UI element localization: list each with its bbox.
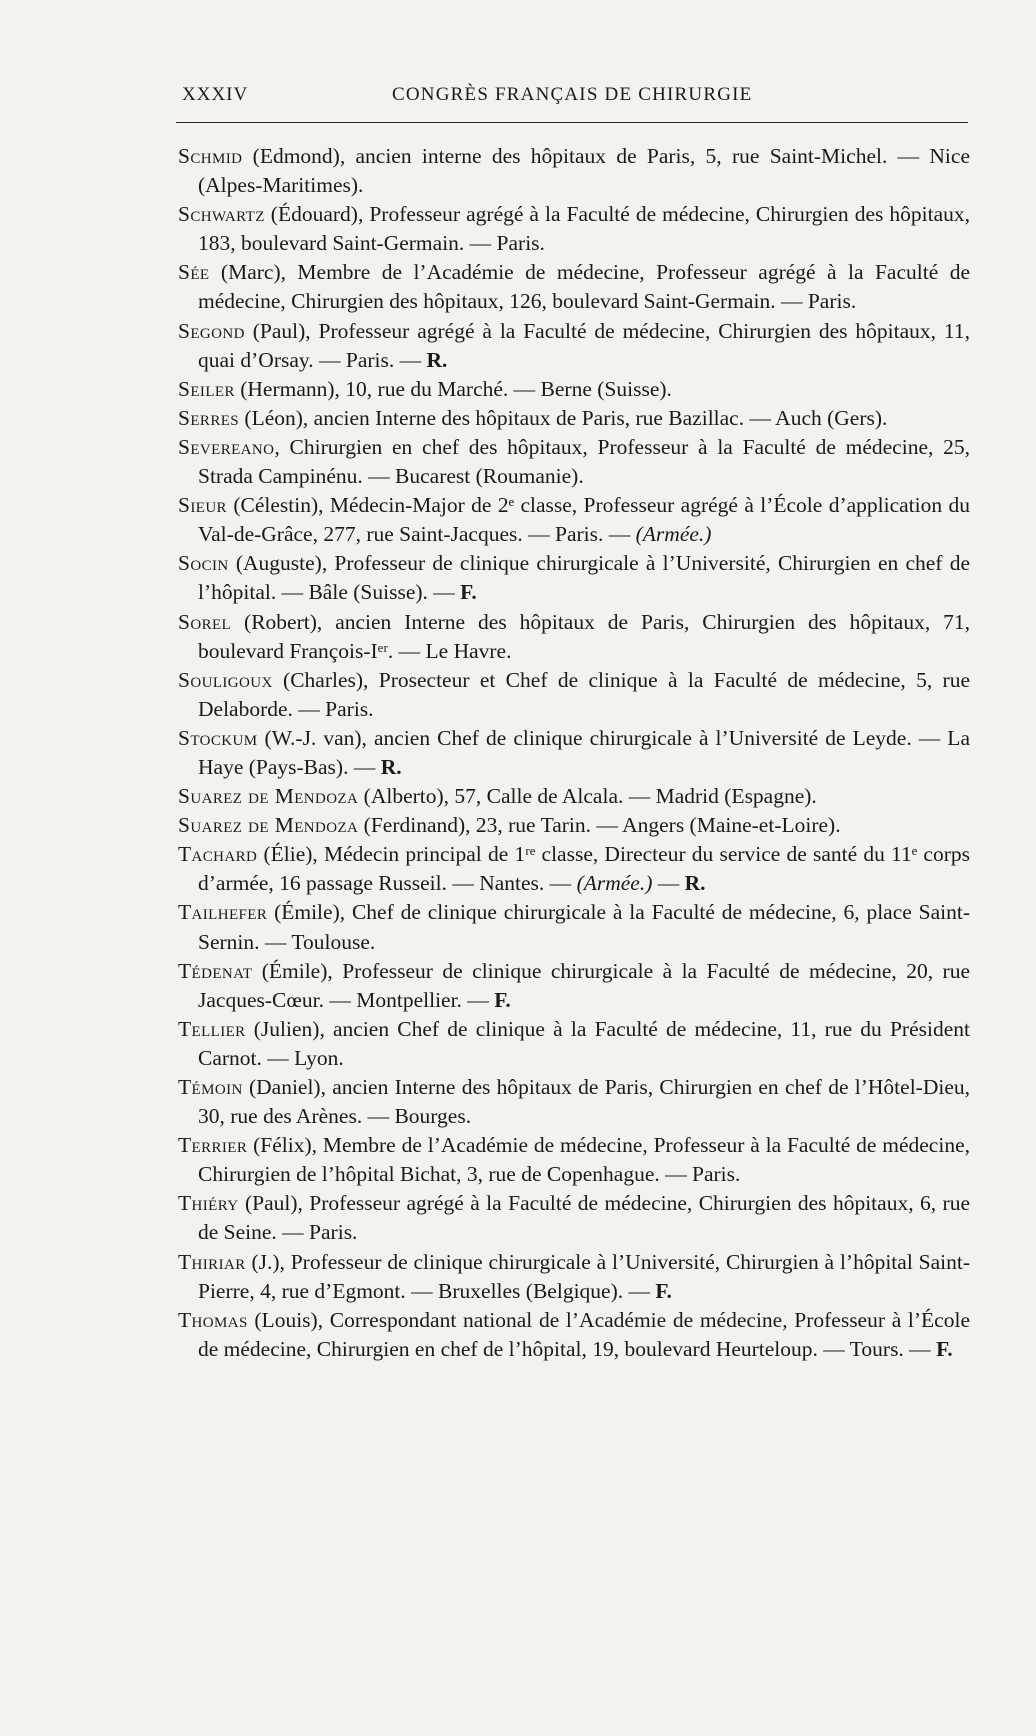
- member-details: (W.-J. van), ancien Chef de clinique chirurgicale à l’Université de Leyde. — La Haye (Pays-Bas). —: [198, 725, 970, 779]
- member-details: (Daniel), ancien Interne des hôpitaux de Paris, Chirurgien en chef de l’Hôtel-Dieu, 30, rue des Arènes. — Bourges.: [198, 1075, 970, 1129]
- member-entry: [178, 200, 970, 258]
- member-details: (Auguste), Professeur de clinique chirurgicale à l’Université, Chirurgien en chef de l’hôpital. — Bâle (Suisse). —: [198, 551, 970, 605]
- member-entry: [178, 1306, 970, 1364]
- member-entry: [178, 375, 970, 404]
- member-surname: Sée: [178, 260, 210, 285]
- member-details: (Émile), Chef de clinique chirurgicale à la Faculté de médecine, 6, place Saint-Sernin. — Toulouse.: [198, 900, 970, 954]
- member-entry: [178, 666, 970, 724]
- member-surname: Thiéry: [178, 1191, 239, 1216]
- member-note: (Armée.): [635, 522, 712, 547]
- member-surname: Témoin: [178, 1075, 243, 1099]
- member-entry: [178, 811, 970, 840]
- member-surname: Thomas: [178, 1307, 248, 1332]
- member-surname: Schwartz: [178, 202, 265, 227]
- member-entry: [178, 549, 970, 607]
- member-details: (Robert), ancien Interne des hôpitaux de Paris, Chirurgien des hôpitaux, 71, boulevard François-Iᵉʳ. — Le Havre.: [198, 609, 970, 663]
- member-surname: Tédenat: [178, 958, 253, 983]
- member-note: (Armée.): [576, 871, 653, 896]
- member-mark: F.: [460, 580, 477, 605]
- member-details: (Ferdinand), 23, rue Tarin. — Angers (Maine-et-Loire).: [358, 813, 841, 838]
- member-list: [178, 142, 970, 1364]
- member-surname: Sorel: [178, 609, 232, 634]
- member-entry: [178, 142, 970, 200]
- member-entry: [178, 491, 970, 549]
- member-surname: Terrier: [178, 1133, 248, 1158]
- member-details: (Louis), Correspondant national de l’Académie de médecine, Professeur à l’École de médecine, Chirurgien en chef de l’hôpital, 19, boulevard Heurteloup. — Tours. —: [198, 1307, 970, 1361]
- member-surname: Schmid: [178, 144, 243, 168]
- member-details: (Paul), Professeur agrégé à la Faculté de médecine, Chirurgien des hôpitaux, 11, quai d’Orsay. — Paris. —: [198, 318, 970, 372]
- member-entry: [178, 898, 970, 956]
- header-rule: [176, 122, 968, 123]
- member-details: (Hermann), 10, rue du Marché. — Berne (Suisse).: [234, 376, 672, 401]
- member-entry: [178, 782, 970, 811]
- member-entry: [178, 317, 970, 375]
- member-details: , Chirurgien en chef des hôpitaux, Professeur à la Faculté de médecine, 25, Strada Campinénu. — Bucarest (Roumanie).: [198, 434, 970, 489]
- member-details: (Julien), ancien Chef de clinique à la Faculté de médecine, 11, rue du Président Carnot. — Lyon.: [198, 1016, 970, 1070]
- member-details: (Élie), Médecin principal de 1ʳᵉ classe, Directeur du service de santé du 11ᵉ corps d’armée, 16 passage Russeil. — Nantes. —: [198, 842, 970, 896]
- member-entry: [178, 957, 970, 1015]
- member-entry: [178, 1015, 970, 1073]
- member-entry: [178, 258, 970, 316]
- member-details: (Édouard), Professeur agrégé à la Faculté de médecine, Chirurgien des hôpitaux, 183, boulevard Saint-Germain. — Paris.: [198, 202, 970, 256]
- member-details: (Émile), Professeur de clinique chirurgicale à la Faculté de médecine, 20, rue Jacques-Cœur. — Montpellier. —: [198, 958, 970, 1012]
- member-surname: Tellier: [178, 1016, 246, 1041]
- member-entry: [178, 1248, 970, 1306]
- running-title: CONGRÈS FRANÇAIS DE CHIRURGIE: [392, 84, 753, 105]
- member-surname: Sieur: [178, 493, 227, 518]
- member-surname: Souligoux: [178, 667, 273, 692]
- member-entry: Tachard (Élie), Médecin principal de 1ʳᵉ classe, Directeur du service de santé du 11ᵉ corps d’armée, 16 passage Russeil. — Nantes. — (Armée.) — R.: [178, 842, 970, 896]
- member-surname: Segond: [178, 318, 245, 343]
- member-surname: Severeano: [178, 434, 275, 459]
- member-details: (Edmond), ancien interne des hôpitaux de Paris, 5, rue Saint-Michel. — Nice (Alpes-Maritimes).: [198, 144, 970, 198]
- member-details: (Célestin), Médecin-Major de 2ᵉ classe, Professeur agrégé à l’École d’application du Val-de-Grâce, 277, rue Saint-Jacques. — Paris. —: [198, 493, 970, 547]
- member-mark: F.: [494, 987, 511, 1012]
- member-details: (Félix), Membre de l’Académie de médecine, Professeur à la Faculté de médecine, Chirurgien de l’hôpital Bichat, 3, rue de Copenhague. — Paris.: [198, 1133, 970, 1187]
- page-number: XXXIV: [182, 84, 249, 105]
- member-mark: R.: [426, 347, 448, 372]
- member-details: (Charles), Prosecteur et Chef de clinique à la Faculté de médecine, 5, rue Delaborde. — Paris.: [198, 667, 970, 721]
- member-surname: Serres: [178, 405, 240, 430]
- member-mark: F.: [655, 1278, 672, 1303]
- member-mark: R.: [380, 754, 402, 779]
- member-entry: [178, 1189, 970, 1247]
- member-mark: R.: [684, 871, 706, 896]
- member-surname: Tachard: [178, 842, 258, 867]
- member-details: (Léon), ancien Interne des hôpitaux de Paris, rue Bazillac. — Auch (Gers).: [239, 405, 888, 430]
- member-surname: Seiler: [178, 376, 235, 401]
- member-mark: F.: [936, 1336, 953, 1361]
- member-entry: [178, 433, 970, 491]
- member-surname: Thiriar: [178, 1249, 246, 1274]
- member-surname: Tailhefer: [178, 900, 268, 925]
- member-details: (Alberto), 57, Calle de Alcala. — Madrid (Espagne).: [358, 784, 817, 809]
- member-details: (Marc), Membre de l’Académie de médecine, Professeur agrégé à la Faculté de médecine, Chirurgien des hôpitaux, 126, boulevard Saint-Germain. — Paris.: [198, 260, 970, 314]
- running-header: [182, 84, 972, 114]
- member-entry: [178, 724, 970, 782]
- member-details: (Paul), Professeur agrégé à la Faculté de médecine, Chirurgien des hôpitaux, 6, rue de Seine. — Paris.: [198, 1191, 970, 1245]
- member-entry: [178, 608, 970, 666]
- member-details: (J.), Professeur de clinique chirurgicale à l’Université, Chirurgien à l’hôpital Saint-Pierre, 4, rue d’Egmont. — Bruxelles (Belgique). —: [198, 1249, 970, 1303]
- member-entry: [178, 1073, 970, 1131]
- member-surname: Socin: [178, 551, 229, 576]
- member-entry: [178, 404, 970, 433]
- member-surname: Suarez de Mendoza: [178, 784, 359, 809]
- member-surname: Suarez de Mendoza: [178, 813, 359, 838]
- member-entry: [178, 1131, 970, 1189]
- member-surname: Stockum: [178, 725, 258, 750]
